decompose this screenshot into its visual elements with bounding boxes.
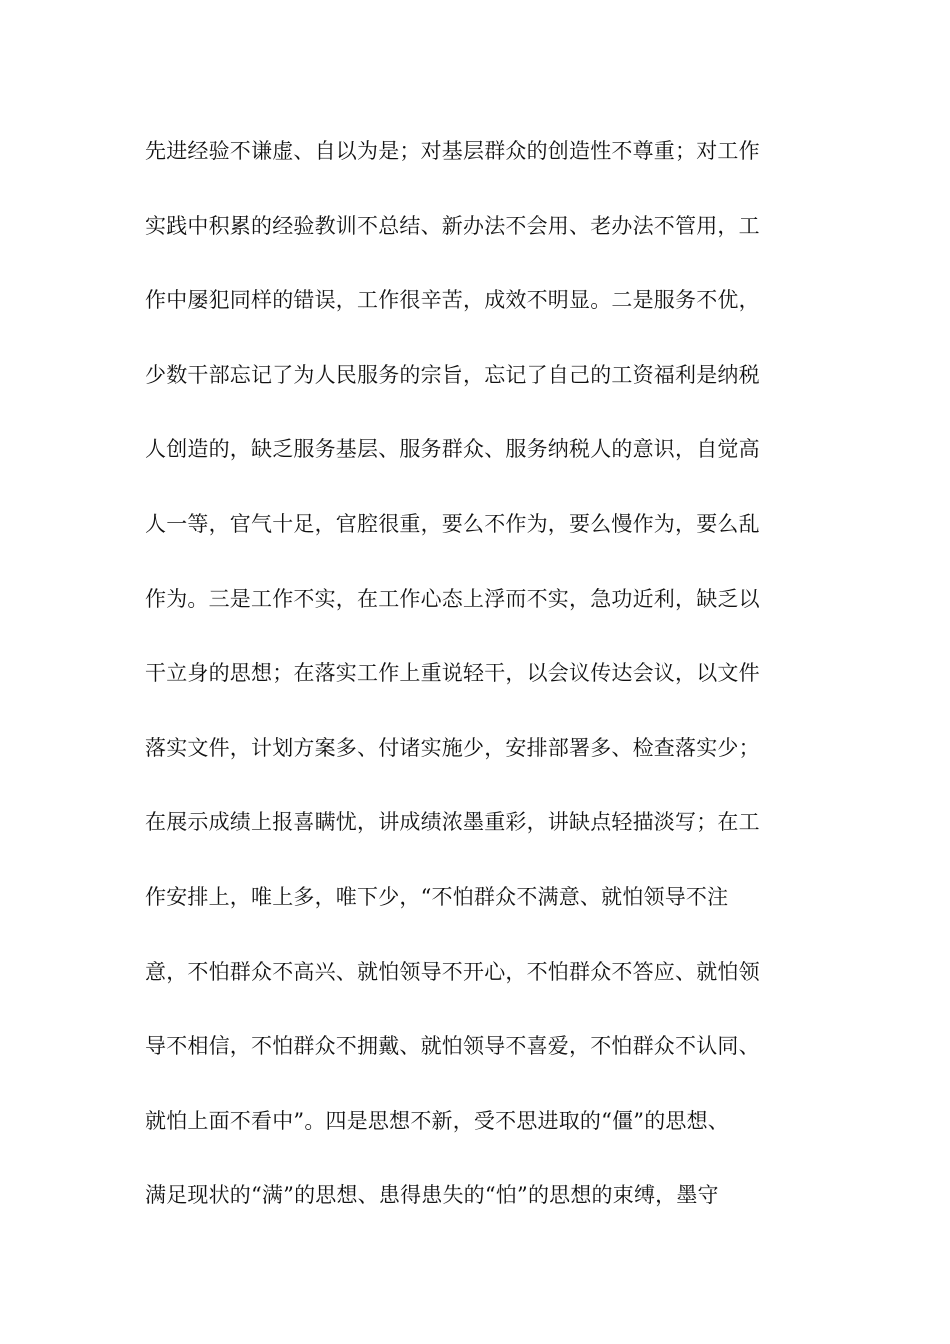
text-line: 作为。三是工作不实，在工作心态上浮而不实，急功近利，缺乏以 bbox=[145, 586, 760, 611]
text-line: 少数干部忘记了为人民服务的宗旨，忘记了自己的工资福利是纳税 bbox=[145, 362, 760, 387]
text-line: 在展示成绩上报喜瞒忧，讲成绩浓墨重彩，讲缺点轻描淡写；在工 bbox=[145, 810, 760, 835]
text-line: 意，不怕群众不高兴、就怕领导不开心，不怕群众不答应、就怕领 bbox=[145, 959, 760, 984]
text-line: 人一等，官气十足，官腔很重，要么不作为，要么慢作为，要么乱 bbox=[145, 511, 760, 536]
text-line: 满足现状的“满”的思想、患得患失的“怕”的思想的束缚，墨守 bbox=[145, 1183, 719, 1208]
body-text bbox=[145, 131, 805, 1250]
text-line: 实践中积累的经验教训不总结、新办法不会用、老办法不管用，工 bbox=[145, 213, 760, 238]
text-line: 作安排上，唯上多，唯下少，“不怕群众不满意、就怕领导不注 bbox=[145, 884, 729, 909]
text-line: 导不相信，不怕群众不拥戴、就怕领导不喜爱，不怕群众不认同、 bbox=[145, 1034, 760, 1059]
text-line: 作中屡犯同样的错误，工作很辛苦，成效不明显。二是服务不优， bbox=[145, 288, 760, 313]
text-line: 干立身的思想；在落实工作上重说轻干，以会议传达会议，以文件 bbox=[145, 661, 760, 686]
text-line: 就怕上面不看中”。四是思想不新，受不思进取的“僵”的思想、 bbox=[145, 1108, 730, 1133]
text-line: 先进经验不谦虚、自以为是；对基层群众的创造性不尊重；对工作 bbox=[145, 139, 760, 163]
text-line: 落实文件，计划方案多、付诸实施少，安排部署多、检查落实少； bbox=[145, 735, 760, 760]
text-line: 人创造的，缺乏服务基层、服务群众、服务纳税人的意识，自觉高 bbox=[145, 437, 760, 462]
